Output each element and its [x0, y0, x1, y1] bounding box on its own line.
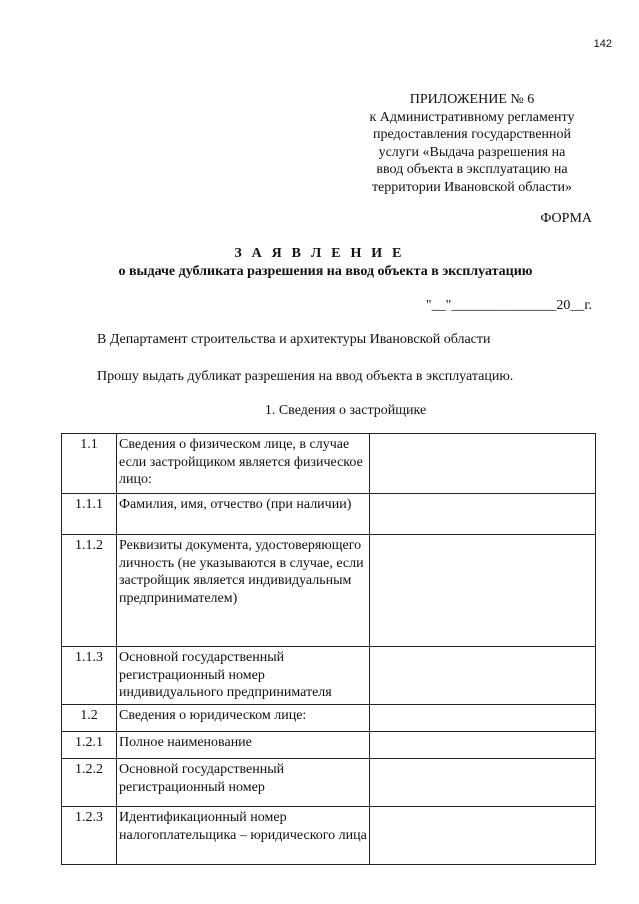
addressee: В Департамент строительства и архитектуры Ивановской области	[97, 332, 491, 347]
appendix-line: территории Ивановской области»	[371, 179, 573, 195]
row-number: 1.1.3	[62, 647, 117, 705]
row-number: 1.1.2	[62, 535, 117, 647]
document-subtitle: о выдаче дубликата разрешения на ввод объекта в эксплуатацию	[118, 264, 533, 279]
table-row	[62, 494, 596, 535]
row-value-field[interactable]	[370, 434, 596, 494]
page-number: 142	[593, 38, 612, 50]
appendix-line: к Административному регламенту	[369, 109, 575, 125]
table-row	[62, 732, 596, 759]
row-value-field[interactable]	[370, 807, 596, 865]
form-label: ФОРМА	[540, 211, 592, 226]
row-label: Реквизиты документа, удостоверяющего личность (не указываются в случае, если застройщик является индивидуальным предпринимателем)	[117, 535, 370, 647]
row-number: 1.2	[62, 705, 117, 732]
appendix-line: ввод объекта в эксплуатацию на	[376, 162, 568, 177]
row-value-field[interactable]	[370, 494, 596, 535]
request-text: Прошу выдать дубликат разрешения на ввод объекта в эксплуатацию.	[97, 369, 514, 384]
row-label: Основной государственный регистрационный номер	[117, 759, 370, 807]
row-label: Сведения о физическом лице, в случае если застройщиком является физическое лицо:	[117, 434, 370, 494]
row-value-field[interactable]	[370, 535, 596, 647]
document-title: З А Я В Л Е Н И Е	[234, 246, 405, 261]
row-label: Фамилия, имя, отчество (при наличии)	[117, 494, 370, 535]
appendix-line: услуги «Выдача разрешения на	[378, 144, 566, 160]
row-number: 1.1	[62, 434, 117, 494]
table-row	[62, 807, 596, 865]
appendix-header	[352, 91, 592, 196]
appendix-line: ПРИЛОЖЕНИЕ № 6	[409, 92, 535, 107]
row-value-field[interactable]	[370, 647, 596, 705]
row-label: Полное наименование	[117, 732, 370, 759]
table-row	[62, 759, 596, 807]
row-number: 1.2.1	[62, 732, 117, 759]
row-label: Идентификационный номер налогоплательщика – юридического лица	[117, 807, 370, 865]
row-value-field[interactable]	[370, 732, 596, 759]
table-row	[62, 705, 596, 732]
row-number: 1.2.2	[62, 759, 117, 807]
appendix-line: предоставления государственной	[372, 127, 572, 142]
row-label: Основной государственный регистрационный номер индивидуального предпринимателя	[117, 647, 370, 705]
table-row	[62, 535, 596, 647]
applicant-info-table	[61, 433, 596, 865]
date-line: "__"_______________20__г.	[425, 298, 592, 313]
table-row	[62, 647, 596, 705]
section-title: 1. Сведения о застройщике	[264, 403, 427, 418]
row-number: 1.2.3	[62, 807, 117, 865]
row-label: Сведения о юридическом лице:	[117, 705, 370, 732]
table-row	[62, 434, 596, 494]
row-number: 1.1.1	[62, 494, 117, 535]
row-value-field[interactable]	[370, 759, 596, 807]
row-value-field[interactable]	[370, 705, 596, 732]
